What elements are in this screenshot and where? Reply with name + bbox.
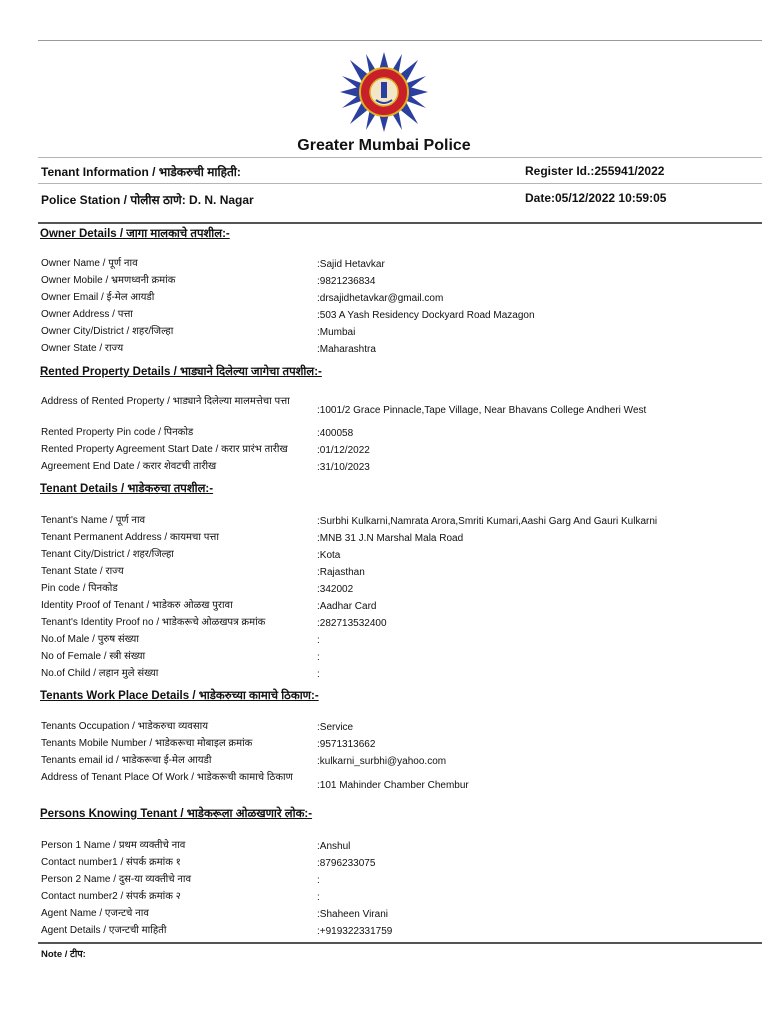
section-title-work-place: Tenants Work Place Details / भाडेकरुच्या कामाचे ठिकाण:- [40, 690, 319, 702]
field-value: :Rajasthan [317, 567, 365, 578]
field-value: :400058 [317, 428, 354, 439]
mumbai-police-emblem-icon [336, 52, 432, 132]
field-value: :1001/2 Grace Pinnacle,Tape Village, Near Bhavans College Andheri West [317, 405, 647, 416]
field-label: Owner City/District / शहर/जिल्हा [41, 326, 174, 337]
divider [38, 222, 762, 224]
note-label: Note / टीप: [41, 949, 86, 960]
field-value: :Anshul [317, 841, 351, 852]
section-title-rented-property: Rented Property Details / भाड्याने दिलेल्या जागेचा तपशील:- [40, 366, 322, 378]
field-value: :Maharashtra [317, 344, 376, 355]
field-value: :Mumbai [317, 327, 356, 338]
field-value: :101 Mahinder Chamber Chembur [317, 780, 469, 791]
divider [38, 183, 762, 184]
page-title: Greater Mumbai Police [297, 137, 471, 154]
field-label: Person 1 Name / प्रथम व्यक्तीचे नाव [41, 840, 186, 851]
field-label: Owner Address / पत्ता [41, 309, 133, 320]
field-label: Owner Email / ई-मेल आयडी [41, 292, 155, 303]
report-date: Date:05/12/2022 10:59:05 [525, 191, 667, 205]
field-label: Owner Mobile / भ्रमणध्वनी क्रमांक [41, 275, 176, 286]
field-value: :31/10/2023 [317, 462, 370, 473]
field-label: Tenant Permanent Address / कायमचा पत्ता [41, 532, 219, 543]
field-label: Person 2 Name / दुस-या व्यक्तीचे नाव [41, 874, 192, 885]
field-value: :+919322331759 [317, 926, 393, 937]
field-value: : [317, 875, 320, 886]
field-label: Owner Name / पूर्ण नाव [41, 258, 138, 269]
field-label: Agent Details / एजन्टची माहिती [41, 925, 167, 936]
field-label: Tenants email id / भाडेकरूचा ई-मेल आयडी [41, 755, 212, 766]
field-label: No.of Male / पुरुष संख्या [41, 634, 139, 645]
field-label: Tenant City/District / शहर/जिल्हा [41, 549, 174, 560]
field-value: : [317, 892, 320, 903]
field-label: No of Female / स्त्री संख्या [41, 651, 146, 662]
field-value: : [317, 652, 320, 663]
field-value: :Surbhi Kulkarni,Namrata Arora,Smriti Kumari,Aashi Garg And Gauri Kulkarni [317, 516, 658, 527]
section-title-owner-details: Owner Details / जागा मालकाचे तपशील:- [40, 228, 230, 240]
field-label: Contact number1 / संपर्क क्रमांक १ [41, 857, 181, 868]
field-value: :MNB 31 J.N Marshal Mala Road [317, 533, 464, 544]
field-value: :282713532400 [317, 618, 387, 629]
field-value: :342002 [317, 584, 354, 595]
field-value: :Shaheen Virani [317, 909, 388, 920]
field-value: :8796233075 [317, 858, 376, 869]
tenant-information-heading: Tenant Information / भाडेकरुची माहिती: [41, 165, 241, 179]
field-value: :drsajidhetavkar@gmail.com [317, 293, 444, 304]
field-value: :Sajid Hetavkar [317, 259, 385, 270]
field-label: Identity Proof of Tenant / भाडेकरु ओळख पुरावा [41, 600, 233, 611]
field-value: :kulkarni_surbhi@yahoo.com [317, 756, 447, 767]
field-label: Agent Name / एजन्टचे नाव [41, 908, 149, 919]
field-label: Address of Rented Property / भाड्याने दिलेल्या मालमत्तेचा पत्ता [41, 396, 290, 407]
section-title-tenant-details: Tenant Details / भाडेकरुचा तपशील:- [40, 483, 214, 495]
field-value: :01/12/2022 [317, 445, 370, 456]
divider [38, 942, 762, 944]
field-value: : [317, 635, 320, 646]
field-value: :9821236834 [317, 276, 376, 287]
register-id: Register Id.:255941/2022 [525, 164, 665, 178]
field-value: :Aadhar Card [317, 601, 377, 612]
field-label: Tenant State / राज्य [41, 566, 124, 577]
field-value: :Kota [317, 550, 341, 561]
police-station: Police Station / पोलीस ठाणे: D. N. Nagar [41, 193, 254, 207]
field-label: Tenant's Identity Proof no / भाडेकरूचे ओळखपत्र क्रमांक [41, 617, 266, 628]
section-title-persons-knowing: Persons Knowing Tenant / भाडेकरूला ओळखणारे लोक:- [40, 808, 313, 820]
field-label: Rented Property Agreement Start Date / करार प्रारंभ तारीख [41, 444, 288, 455]
field-value: : [317, 669, 320, 680]
field-label: No.of Child / लहान मुले संख्या [41, 668, 159, 679]
field-label: Address of Tenant Place Of Work / भाडेकरूची कामाचे ठिकाण [41, 772, 293, 783]
field-label: Tenants Occupation / भाडेकरुचा व्यवसाय [41, 721, 209, 732]
divider [38, 157, 762, 158]
field-label: Contact number2 / संपर्क क्रमांक २ [41, 891, 181, 902]
field-value: :Service [317, 722, 354, 733]
field-label: Owner State / राज्य [41, 343, 124, 354]
field-label: Tenant's Name / पूर्ण नाव [41, 515, 146, 526]
field-value: :503 A Yash Residency Dockyard Road Mazagon [317, 310, 535, 321]
top-rule [38, 40, 762, 41]
field-label: Rented Property Pin code / पिनकोड [41, 427, 194, 438]
field-label: Agreement End Date / करार शेवटची तारीख [41, 461, 217, 472]
field-label: Pin code / पिनकोड [41, 583, 118, 594]
field-label: Tenants Mobile Number / भाडेकरूचा मोबाइल क्रमांक [41, 738, 253, 749]
field-value: :9571313662 [317, 739, 376, 750]
